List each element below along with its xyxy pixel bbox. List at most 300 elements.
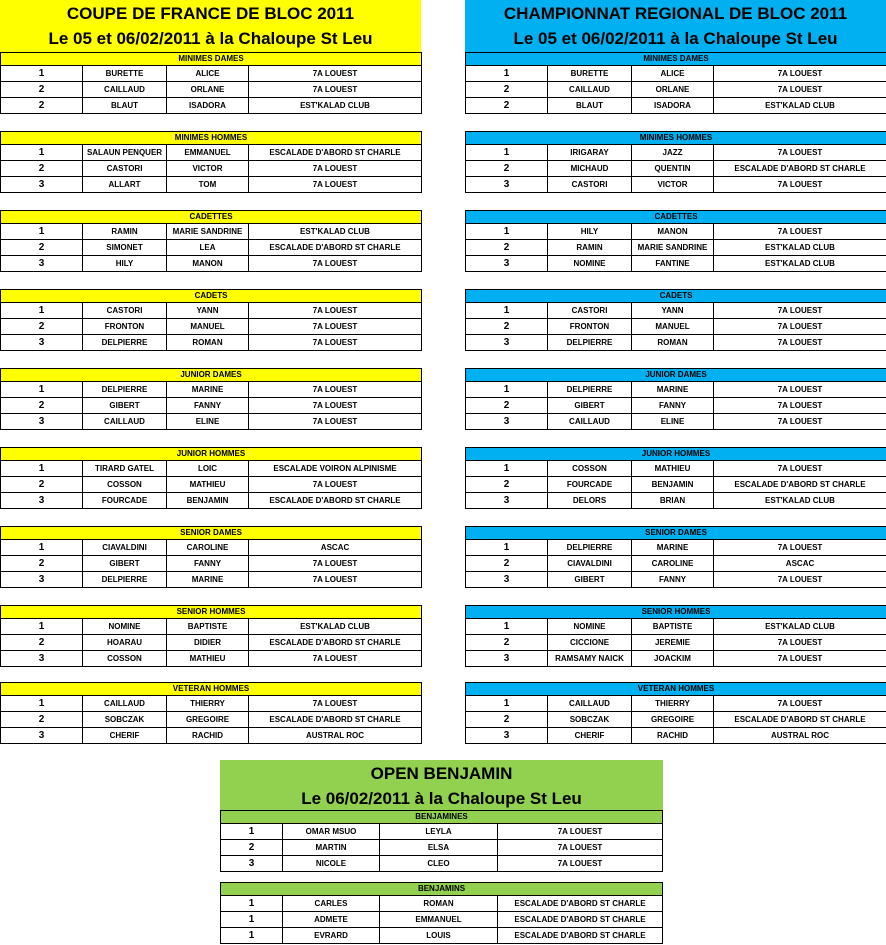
first-name-cell: BAPTISTE <box>167 619 249 635</box>
first-name-cell: EMMANUEL <box>380 912 498 928</box>
club-cell: 7A LOUEST <box>714 145 886 161</box>
category-header: CADETTES <box>466 211 886 224</box>
club-cell: 7A LOUEST <box>714 635 886 651</box>
last-name-cell: NOMINE <box>548 256 632 272</box>
rank-cell: 2 <box>1 556 83 572</box>
category-header: SENIOR DAMES <box>1 527 422 540</box>
last-name-cell: NICOLE <box>283 856 380 872</box>
club-cell: ESCALADE D'ABORD ST CHARLE <box>498 928 663 944</box>
table-row <box>1 696 422 712</box>
category-header: CADETS <box>1 290 422 303</box>
last-name-cell: SOBCZAK <box>83 712 167 728</box>
last-name-cell: COSSON <box>548 461 632 477</box>
last-name-cell: DELPIERRE <box>548 382 632 398</box>
table-row <box>466 303 886 319</box>
last-name-cell: HILY <box>548 224 632 240</box>
open-header <box>220 760 663 810</box>
club-cell: AUSTRAL ROC <box>249 728 422 744</box>
rank-cell: 1 <box>221 912 283 928</box>
first-name-cell: MARINE <box>632 382 714 398</box>
club-cell: 7A LOUEST <box>714 319 886 335</box>
last-name-cell: CARLES <box>283 896 380 912</box>
first-name-cell: ROMAN <box>380 896 498 912</box>
club-cell: 7A LOUEST <box>714 398 886 414</box>
table-row <box>1 161 422 177</box>
last-name-cell: MARTIN <box>283 840 380 856</box>
first-name-cell: LOUIS <box>380 928 498 944</box>
category-header: BENJAMINS <box>221 883 663 896</box>
club-cell: 7A LOUEST <box>714 414 886 430</box>
category-header: VETERAN HOMMES <box>1 683 422 696</box>
category-header: MINIMES HOMMES <box>466 132 886 145</box>
club-cell: ESCALADE D'ABORD ST CHARLE <box>714 161 886 177</box>
rank-cell: 1 <box>466 540 548 556</box>
table-row <box>221 912 663 928</box>
rank-cell: 2 <box>466 635 548 651</box>
last-name-cell: CIAVALDINI <box>83 540 167 556</box>
first-name-cell: ELSA <box>380 840 498 856</box>
first-name-cell: ELINE <box>167 414 249 430</box>
table-row <box>466 145 886 161</box>
club-cell: EST'KALAD CLUB <box>249 224 422 240</box>
last-name-cell: COSSON <box>83 651 167 667</box>
club-cell: 7A LOUEST <box>249 651 422 667</box>
table-row <box>466 619 886 635</box>
last-name-cell: CHERIF <box>548 728 632 744</box>
first-name-cell: ORLANE <box>632 82 714 98</box>
last-name-cell: EVRARD <box>283 928 380 944</box>
first-name-cell: CLEO <box>380 856 498 872</box>
open-title: OPEN BENJAMIN <box>370 764 513 783</box>
first-name-cell: MANUEL <box>632 319 714 335</box>
first-name-cell: ALICE <box>167 66 249 82</box>
first-name-cell: EMMANUEL <box>167 145 249 161</box>
table-row <box>466 240 886 256</box>
first-name-cell: LOIC <box>167 461 249 477</box>
last-name-cell: ALLART <box>83 177 167 193</box>
club-cell: EST'KALAD CLUB <box>714 619 886 635</box>
club-cell: 7A LOUEST <box>249 696 422 712</box>
table-row <box>1 224 422 240</box>
last-name-cell: CICCIONE <box>548 635 632 651</box>
last-name-cell: RAMSAMY NAICK <box>548 651 632 667</box>
first-name-cell: QUENTIN <box>632 161 714 177</box>
rank-cell: 3 <box>1 256 83 272</box>
result-table-coupe-4 <box>0 368 422 430</box>
club-cell: ASCAC <box>714 556 886 572</box>
rank-cell: 2 <box>466 398 548 414</box>
open-subtitle: Le 06/02/2011 à la Chaloupe St Leu <box>301 789 582 808</box>
table-row <box>466 461 886 477</box>
result-table-coupe-5 <box>0 447 422 509</box>
last-name-cell: SOBCZAK <box>548 712 632 728</box>
table-row <box>221 856 663 872</box>
club-cell: 7A LOUEST <box>714 177 886 193</box>
result-table-coupe-0 <box>0 52 422 114</box>
category-header: JUNIOR HOMMES <box>466 448 886 461</box>
club-cell: 7A LOUEST <box>714 382 886 398</box>
table-row <box>466 82 886 98</box>
last-name-cell: DELPIERRE <box>83 572 167 588</box>
rank-cell: 3 <box>1 177 83 193</box>
last-name-cell: FOURCADE <box>548 477 632 493</box>
first-name-cell: LEA <box>167 240 249 256</box>
last-name-cell: DELPIERRE <box>83 382 167 398</box>
last-name-cell: BURETTE <box>83 66 167 82</box>
rank-cell: 3 <box>466 493 548 509</box>
club-cell: ESCALADE D'ABORD ST CHARLE <box>498 896 663 912</box>
club-cell: 7A LOUEST <box>714 651 886 667</box>
rank-cell: 1 <box>466 382 548 398</box>
last-name-cell: BLAUT <box>548 98 632 114</box>
rank-cell: 1 <box>1 382 83 398</box>
last-name-cell: HOARAU <box>83 635 167 651</box>
result-table-coupe-1 <box>0 131 422 193</box>
category-header: SENIOR HOMMES <box>466 606 886 619</box>
rank-cell: 1 <box>1 540 83 556</box>
table-row <box>1 382 422 398</box>
first-name-cell: JEREMIE <box>632 635 714 651</box>
result-table-open-1 <box>220 882 663 944</box>
first-name-cell: RACHID <box>632 728 714 744</box>
first-name-cell: ISADORA <box>167 98 249 114</box>
rank-cell: 2 <box>1 98 83 114</box>
last-name-cell: CHERIF <box>83 728 167 744</box>
first-name-cell: VICTOR <box>632 177 714 193</box>
club-cell: EST'KALAD CLUB <box>249 98 422 114</box>
last-name-cell: FRONTON <box>548 319 632 335</box>
club-cell: 7A LOUEST <box>714 82 886 98</box>
rank-cell: 3 <box>466 572 548 588</box>
table-row <box>1 635 422 651</box>
result-table-championnat-8 <box>465 682 886 744</box>
result-table-championnat-3 <box>465 289 886 351</box>
category-header: JUNIOR HOMMES <box>1 448 422 461</box>
championnat-title: CHAMPIONNAT REGIONAL DE BLOC 2011 <box>503 4 848 23</box>
table-row <box>1 712 422 728</box>
rank-cell: 2 <box>1 477 83 493</box>
rank-cell: 1 <box>1 66 83 82</box>
table-row <box>1 493 422 509</box>
first-name-cell: CAROLINE <box>632 556 714 572</box>
table-row <box>1 572 422 588</box>
rank-cell: 2 <box>221 840 283 856</box>
last-name-cell: FRONTON <box>83 319 167 335</box>
rank-cell: 2 <box>1 161 83 177</box>
last-name-cell: RAMIN <box>548 240 632 256</box>
table-row <box>466 728 886 744</box>
rank-cell: 1 <box>1 696 83 712</box>
last-name-cell: FOURCADE <box>83 493 167 509</box>
rank-cell: 2 <box>466 82 548 98</box>
club-cell: ESCALADE D'ABORD ST CHARLE <box>249 493 422 509</box>
table-row <box>466 335 886 351</box>
table-row <box>466 540 886 556</box>
last-name-cell: NOMINE <box>83 619 167 635</box>
first-name-cell: GREGOIRE <box>632 712 714 728</box>
club-cell: 7A LOUEST <box>498 856 663 872</box>
category-header: SENIOR HOMMES <box>1 606 422 619</box>
club-cell: 7A LOUEST <box>249 572 422 588</box>
club-cell: 7A LOUEST <box>249 177 422 193</box>
club-cell: ESCALADE D'ABORD ST CHARLE <box>498 912 663 928</box>
last-name-cell: IRIGARAY <box>548 145 632 161</box>
table-row <box>221 824 663 840</box>
first-name-cell: BAPTISTE <box>632 619 714 635</box>
rank-cell: 2 <box>466 712 548 728</box>
category-header: CADETTES <box>1 211 422 224</box>
club-cell: ASCAC <box>249 540 422 556</box>
championnat-subtitle: Le 05 et 06/02/2011 à la Chaloupe St Leu <box>513 29 838 48</box>
table-row <box>466 477 886 493</box>
club-cell: 7A LOUEST <box>714 224 886 240</box>
table-row <box>221 928 663 944</box>
last-name-cell: SIMONET <box>83 240 167 256</box>
table-row <box>466 651 886 667</box>
rank-cell: 2 <box>1 712 83 728</box>
last-name-cell: CAILLAUD <box>83 82 167 98</box>
table-row <box>1 66 422 82</box>
rank-cell: 1 <box>1 303 83 319</box>
first-name-cell: VICTOR <box>167 161 249 177</box>
table-row <box>466 319 886 335</box>
first-name-cell: THIERRY <box>632 696 714 712</box>
table-row <box>1 556 422 572</box>
rank-cell: 3 <box>1 572 83 588</box>
last-name-cell: CIAVALDINI <box>548 556 632 572</box>
result-table-championnat-6 <box>465 526 886 588</box>
result-table-coupe-2 <box>0 210 422 272</box>
club-cell: EST'KALAD CLUB <box>714 493 886 509</box>
club-cell: 7A LOUEST <box>249 82 422 98</box>
last-name-cell: CASTORI <box>548 303 632 319</box>
last-name-cell: GIBERT <box>548 398 632 414</box>
rank-cell: 3 <box>466 414 548 430</box>
rank-cell: 2 <box>1 398 83 414</box>
first-name-cell: ROMAN <box>167 335 249 351</box>
rank-cell: 3 <box>466 728 548 744</box>
rank-cell: 1 <box>1 145 83 161</box>
last-name-cell: CAILLAUD <box>83 414 167 430</box>
club-cell: ESCALADE D'ABORD ST CHARLE <box>249 145 422 161</box>
category-header: JUNIOR DAMES <box>1 369 422 382</box>
result-table-coupe-8 <box>0 682 422 744</box>
club-cell: EST'KALAD CLUB <box>714 98 886 114</box>
table-row <box>1 461 422 477</box>
last-name-cell: CASTORI <box>548 177 632 193</box>
table-row <box>1 728 422 744</box>
rank-cell: 3 <box>221 856 283 872</box>
first-name-cell: FANNY <box>167 398 249 414</box>
club-cell: ESCALADE D'ABORD ST CHARLE <box>249 635 422 651</box>
last-name-cell: NOMINE <box>548 619 632 635</box>
club-cell: 7A LOUEST <box>498 824 663 840</box>
first-name-cell: FANTINE <box>632 256 714 272</box>
rank-cell: 2 <box>466 477 548 493</box>
club-cell: AUSTRAL ROC <box>714 728 886 744</box>
rank-cell: 3 <box>1 414 83 430</box>
rank-cell: 2 <box>1 319 83 335</box>
last-name-cell: CAILLAUD <box>83 696 167 712</box>
rank-cell: 2 <box>466 161 548 177</box>
rank-cell: 1 <box>221 824 283 840</box>
first-name-cell: MARINE <box>167 572 249 588</box>
club-cell: 7A LOUEST <box>714 335 886 351</box>
first-name-cell: FANNY <box>632 398 714 414</box>
table-row <box>1 256 422 272</box>
result-table-championnat-2 <box>465 210 886 272</box>
rank-cell: 2 <box>1 635 83 651</box>
rank-cell: 3 <box>466 177 548 193</box>
club-cell: 7A LOUEST <box>249 319 422 335</box>
last-name-cell: GIBERT <box>83 556 167 572</box>
club-cell: 7A LOUEST <box>714 696 886 712</box>
table-row <box>1 319 422 335</box>
table-row <box>221 896 663 912</box>
last-name-cell: BLAUT <box>83 98 167 114</box>
rank-cell: 2 <box>1 82 83 98</box>
first-name-cell: LEYLA <box>380 824 498 840</box>
first-name-cell: ALICE <box>632 66 714 82</box>
club-cell: 7A LOUEST <box>714 572 886 588</box>
table-row <box>466 696 886 712</box>
last-name-cell: DELORS <box>548 493 632 509</box>
first-name-cell: BRIAN <box>632 493 714 509</box>
first-name-cell: YANN <box>167 303 249 319</box>
last-name-cell: TIRARD GATEL <box>83 461 167 477</box>
result-table-coupe-6 <box>0 526 422 588</box>
table-row <box>1 82 422 98</box>
first-name-cell: MANON <box>167 256 249 272</box>
table-row <box>1 477 422 493</box>
category-header: MINIMES HOMMES <box>1 132 422 145</box>
championnat-header <box>465 0 886 52</box>
rank-cell: 1 <box>466 66 548 82</box>
first-name-cell: JOACKIM <box>632 651 714 667</box>
first-name-cell: ISADORA <box>632 98 714 114</box>
first-name-cell: MARINE <box>167 382 249 398</box>
last-name-cell: MICHAUD <box>548 161 632 177</box>
club-cell: ESCALADE D'ABORD ST CHARLE <box>714 477 886 493</box>
rank-cell: 1 <box>1 619 83 635</box>
rank-cell: 1 <box>466 303 548 319</box>
category-header: VETERAN HOMMES <box>466 683 886 696</box>
first-name-cell: FANNY <box>167 556 249 572</box>
result-table-open-0 <box>220 810 663 872</box>
rank-cell: 1 <box>466 461 548 477</box>
first-name-cell: MARIE SANDRINE <box>632 240 714 256</box>
last-name-cell: BURETTE <box>548 66 632 82</box>
club-cell: 7A LOUEST <box>714 540 886 556</box>
table-row <box>466 712 886 728</box>
result-table-coupe-3 <box>0 289 422 351</box>
first-name-cell: THIERRY <box>167 696 249 712</box>
last-name-cell: CAILLAUD <box>548 82 632 98</box>
table-row <box>466 635 886 651</box>
coupe-header <box>0 0 421 52</box>
table-row <box>466 493 886 509</box>
club-cell: 7A LOUEST <box>249 256 422 272</box>
table-row <box>466 414 886 430</box>
result-table-championnat-7 <box>465 605 886 667</box>
first-name-cell: MANUEL <box>167 319 249 335</box>
category-header: SENIOR DAMES <box>466 527 886 540</box>
result-table-championnat-1 <box>465 131 886 193</box>
table-row <box>1 540 422 556</box>
rank-cell: 3 <box>1 651 83 667</box>
result-table-coupe-7 <box>0 605 422 667</box>
club-cell: 7A LOUEST <box>249 161 422 177</box>
first-name-cell: MANON <box>632 224 714 240</box>
rank-cell: 1 <box>221 896 283 912</box>
table-row <box>466 224 886 240</box>
rank-cell: 1 <box>221 928 283 944</box>
last-name-cell: DELPIERRE <box>83 335 167 351</box>
result-table-championnat-5 <box>465 447 886 509</box>
table-row <box>1 145 422 161</box>
table-row <box>1 398 422 414</box>
club-cell: 7A LOUEST <box>714 461 886 477</box>
club-cell: 7A LOUEST <box>714 66 886 82</box>
club-cell: EST'KALAD CLUB <box>714 240 886 256</box>
last-name-cell: RAMIN <box>83 224 167 240</box>
first-name-cell: BENJAMIN <box>632 477 714 493</box>
table-row <box>466 556 886 572</box>
table-row <box>1 303 422 319</box>
table-row <box>1 414 422 430</box>
table-row <box>466 177 886 193</box>
result-table-championnat-4 <box>465 368 886 430</box>
category-header: JUNIOR DAMES <box>466 369 886 382</box>
club-cell: 7A LOUEST <box>249 335 422 351</box>
table-row <box>1 335 422 351</box>
table-row <box>1 240 422 256</box>
rank-cell: 3 <box>1 335 83 351</box>
table-row <box>466 98 886 114</box>
rank-cell: 1 <box>466 619 548 635</box>
category-header: MINIMES DAMES <box>466 53 886 66</box>
club-cell: ESCALADE VOIRON ALPINISME <box>249 461 422 477</box>
first-name-cell: BENJAMIN <box>167 493 249 509</box>
last-name-cell: DELPIERRE <box>548 540 632 556</box>
rank-cell: 1 <box>466 145 548 161</box>
last-name-cell: OMAR MSUO <box>283 824 380 840</box>
rank-cell: 1 <box>1 461 83 477</box>
last-name-cell: HILY <box>83 256 167 272</box>
first-name-cell: FANNY <box>632 572 714 588</box>
last-name-cell: SALAUN PENQUER <box>83 145 167 161</box>
table-row <box>466 572 886 588</box>
first-name-cell: CAROLINE <box>167 540 249 556</box>
table-row <box>466 398 886 414</box>
club-cell: 7A LOUEST <box>249 414 422 430</box>
club-cell: 7A LOUEST <box>249 303 422 319</box>
club-cell: 7A LOUEST <box>249 477 422 493</box>
last-name-cell: CASTORI <box>83 161 167 177</box>
rank-cell: 1 <box>466 696 548 712</box>
club-cell: 7A LOUEST <box>714 303 886 319</box>
last-name-cell: ADMETE <box>283 912 380 928</box>
rank-cell: 3 <box>466 651 548 667</box>
rank-cell: 2 <box>466 319 548 335</box>
table-row <box>466 66 886 82</box>
last-name-cell: CAILLAUD <box>548 696 632 712</box>
club-cell: 7A LOUEST <box>249 382 422 398</box>
result-table-championnat-0 <box>465 52 886 114</box>
last-name-cell: CASTORI <box>83 303 167 319</box>
club-cell: 7A LOUEST <box>249 556 422 572</box>
club-cell: ESCALADE D'ABORD ST CHARLE <box>249 240 422 256</box>
